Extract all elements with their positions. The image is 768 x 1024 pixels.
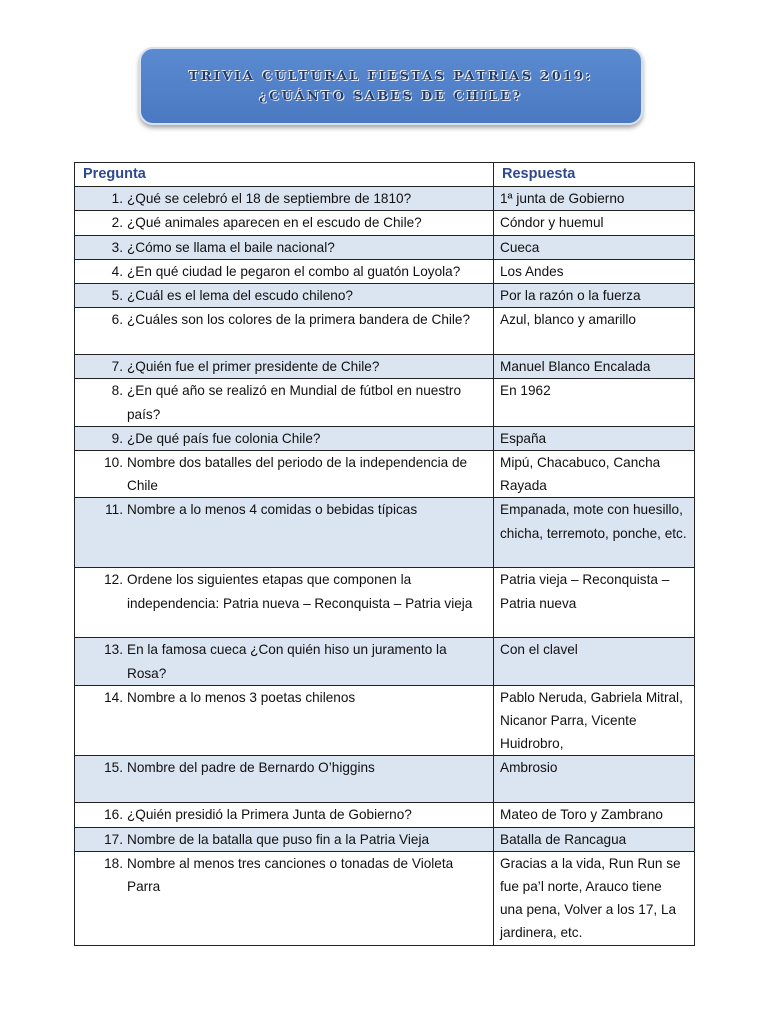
question-text: Ordene los siguientes etapas que componen la independencia: Patria nueva – Reconquista – Patria vieja: [127, 572, 473, 611]
table-row: [75, 235, 695, 259]
table-row: [75, 498, 695, 568]
question-cell: [75, 451, 494, 498]
trivia-table: [74, 162, 695, 946]
question-text: Nombre dos batalles del periodo de la independencia de Chile: [127, 455, 468, 494]
table-row: [75, 284, 695, 308]
question-number: 7.: [111, 359, 123, 375]
header-pregunta: Pregunta: [75, 163, 494, 187]
question-cell: [75, 827, 494, 851]
question-text: ¿Cómo se llama el baile nacional?: [127, 239, 335, 255]
title-line-2: ¿CUÁNTO SABES DE CHILE?: [259, 88, 523, 103]
answer-cell: España: [494, 426, 695, 450]
question-text: Nombre al menos tres canciones o tonadas de Violeta Parra: [127, 855, 454, 895]
question-cell: [75, 638, 494, 685]
question-text: Nombre de la batalla que puso fin a la Patria Vieja: [127, 831, 430, 847]
table-row: [75, 851, 695, 945]
table-row: [75, 638, 695, 685]
question-text: Nombre a lo menos 3 poetas chilenos: [127, 689, 356, 705]
table-row: [75, 451, 695, 498]
question-text: Nombre del padre de Bernardo O’higgins: [127, 760, 375, 776]
question-cell: [75, 379, 494, 426]
answer-cell: Batalla de Rancagua: [494, 827, 695, 851]
answer-cell: Pablo Neruda, Gabriela Mitral, Nicanor Parra, Vicente Huidrobro,: [494, 685, 695, 756]
question-number: 1.: [111, 191, 123, 207]
question-number: 17.: [104, 831, 123, 847]
table-row: [75, 568, 695, 638]
question-number: 2.: [111, 215, 123, 231]
table-header-row: [75, 163, 695, 187]
question-number: 15.: [104, 760, 123, 776]
question-text: ¿En qué año se realizó en Mundial de fútbol en nuestro país?: [127, 383, 462, 422]
answer-cell: Mateo de Toro y Zambrano: [494, 803, 695, 827]
question-number: 16.: [104, 807, 123, 823]
question-number: 8.: [111, 383, 123, 399]
question-cell: [75, 568, 494, 638]
title-line-1: TRIVIA CULTURAL FIESTAS PATRIAS 2019:: [189, 68, 593, 83]
question-cell: [75, 426, 494, 450]
answer-cell: Manuel Blanco Encalada: [494, 355, 695, 379]
question-number: 13.: [104, 642, 123, 658]
table-row: [75, 355, 695, 379]
question-cell: [75, 308, 494, 355]
question-text: ¿Quién fue el primer presidente de Chile?: [127, 359, 380, 375]
answer-cell: Empanada, mote con huesillo, chicha, terremoto, ponche, etc.: [494, 498, 695, 568]
question-number: 9.: [111, 430, 123, 446]
table-row: [75, 211, 695, 235]
question-text: ¿Qué animales aparecen en el escudo de Chile?: [127, 215, 422, 231]
question-number: 10.: [104, 455, 123, 471]
answer-cell: Los Andes: [494, 259, 695, 283]
answer-cell: Patria vieja – Reconquista – Patria nueva: [494, 568, 695, 638]
table-row: [75, 803, 695, 827]
question-number: 14.: [104, 689, 123, 705]
table-row: [75, 187, 695, 211]
answer-cell: Cóndor y huemul: [494, 211, 695, 235]
answer-cell: En 1962: [494, 379, 695, 426]
question-cell: [75, 187, 494, 211]
question-number: 6.: [111, 312, 123, 328]
question-text: ¿Cuáles son los colores de la primera bandera de Chile?: [127, 312, 471, 328]
question-cell: [75, 259, 494, 283]
question-number: 4.: [111, 263, 123, 279]
answer-cell: Ambrosio: [494, 756, 695, 803]
question-text: En la famosa cueca ¿Con quién hiso un juramento la Rosa?: [127, 642, 447, 681]
table-row: [75, 379, 695, 426]
answer-cell: Mipú, Chacabuco, Cancha Rayada: [494, 451, 695, 498]
question-number: 5.: [111, 288, 123, 304]
question-cell: [75, 685, 494, 756]
question-cell: [75, 284, 494, 308]
answer-cell: Con el clavel: [494, 638, 695, 685]
table-row: [75, 308, 695, 355]
question-text: Nombre a lo menos 4 comidas o bebidas típicas: [127, 502, 418, 518]
answer-cell: Cueca: [494, 235, 695, 259]
question-cell: [75, 211, 494, 235]
answer-cell: Gracias a la vida, Run Run se fue pa’l norte, Arauco tiene una pena, Volver a los 17, La jardinera, etc.: [494, 851, 695, 945]
table-row: [75, 827, 695, 851]
question-cell: [75, 498, 494, 568]
table-row: [75, 259, 695, 283]
table-row: [75, 426, 695, 450]
answer-cell: Por la razón o la fuerza: [494, 284, 695, 308]
question-number: 18.: [104, 855, 123, 871]
header-respuesta: Respuesta: [494, 163, 695, 187]
question-text: ¿En qué ciudad le pegaron el combo al guatón Loyola?: [127, 263, 461, 279]
question-cell: [75, 803, 494, 827]
answer-cell: 1ª junta de Gobierno: [494, 187, 695, 211]
question-text: ¿Cuál es el lema del escudo chileno?: [127, 288, 353, 304]
question-cell: [75, 756, 494, 803]
table-row: [75, 685, 695, 756]
question-number: 3.: [111, 239, 123, 255]
question-text: ¿Qué se celebró el 18 de septiembre de 1810?: [127, 191, 412, 207]
answer-cell: Azul, blanco y amarillo: [494, 308, 695, 355]
question-cell: [75, 851, 494, 945]
question-text: ¿De qué país fue colonia Chile?: [127, 430, 321, 446]
question-number: 12.: [104, 572, 123, 588]
question-cell: [75, 355, 494, 379]
question-text: ¿Quién presidió la Primera Junta de Gobierno?: [127, 807, 412, 823]
table-row: [75, 756, 695, 803]
title-banner: [139, 47, 643, 125]
question-cell: [75, 235, 494, 259]
question-number: 11.: [105, 502, 123, 518]
